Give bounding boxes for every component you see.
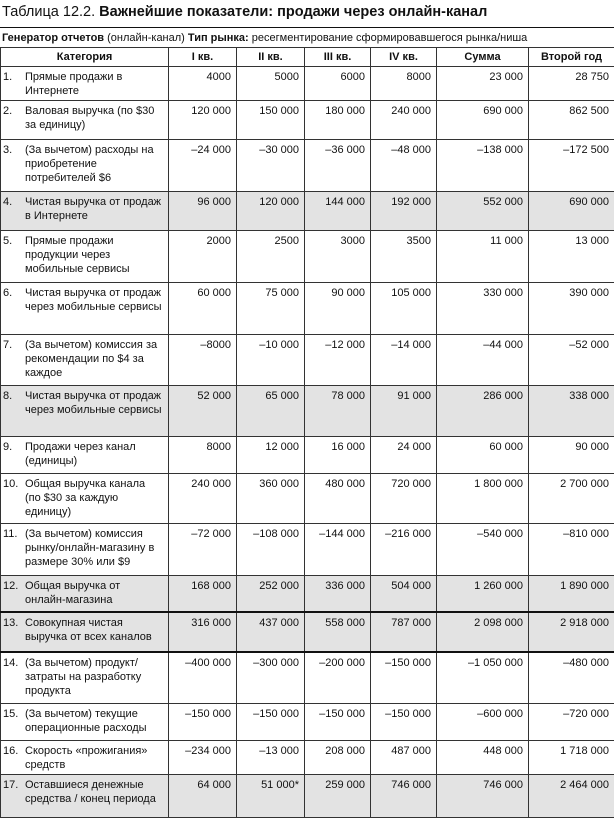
row-number: 8.: [3, 389, 25, 403]
second-year-value: –172 500: [529, 140, 614, 192]
category-label: (За вычетом) комиссия за рекомендации по $4 за каждое: [25, 338, 163, 380]
q2-value: 2500: [237, 231, 305, 283]
q1-value: –150 000: [169, 704, 237, 741]
q2-value: –10 000: [237, 335, 305, 386]
q2-value: 51 000*: [237, 775, 305, 818]
q4-value: 24 000: [371, 437, 437, 474]
row-number: 15.: [3, 707, 25, 721]
table-row: [1, 474, 614, 524]
table-row: [1, 192, 614, 231]
second-year-value: 2 464 000: [529, 775, 614, 818]
sum-value: 330 000: [437, 283, 529, 335]
q1-value: 8000: [169, 437, 237, 474]
q3-value: 336 000: [305, 576, 371, 612]
category-cell: [1, 474, 169, 524]
generator-label: Генератор отчетов: [2, 32, 104, 44]
header-sum: Сумма: [437, 48, 529, 67]
q3-value: 480 000: [305, 474, 371, 524]
row-number: 14.: [3, 656, 25, 670]
category-label: (За вычетом) комиссия рынку/онлайн-магазину в размере 30% или $9: [25, 527, 163, 569]
sum-value: –540 000: [437, 524, 529, 576]
report-meta: [2, 30, 527, 46]
q4-value: 8000: [371, 67, 437, 101]
q1-value: 64 000: [169, 775, 237, 818]
second-year-value: 1 890 000: [529, 576, 614, 612]
generator-value: (онлайн-канал): [107, 32, 185, 44]
q1-value: 4000: [169, 67, 237, 101]
sum-value: 1 260 000: [437, 576, 529, 612]
row-number: 2.: [3, 104, 25, 118]
q3-value: 78 000: [305, 386, 371, 437]
q4-value: –150 000: [371, 704, 437, 741]
table-row: [1, 612, 614, 652]
q2-value: 12 000: [237, 437, 305, 474]
category-label: (За вычетом) расходы на приобретение потребителей $6: [25, 143, 163, 185]
q1-value: 2000: [169, 231, 237, 283]
second-year-value: 862 500: [529, 101, 614, 140]
header-second-year: Второй год: [529, 48, 614, 67]
q3-value: 180 000: [305, 101, 371, 140]
q2-value: –300 000: [237, 652, 305, 704]
q2-value: –13 000: [237, 741, 305, 775]
category-cell: [1, 101, 169, 140]
sum-value: 690 000: [437, 101, 529, 140]
sum-value: 60 000: [437, 437, 529, 474]
category-label: Скорость «прожигания» средств: [25, 744, 163, 772]
q1-value: –400 000: [169, 652, 237, 704]
second-year-value: 338 000: [529, 386, 614, 437]
q2-value: 252 000: [237, 576, 305, 612]
q2-value: 437 000: [237, 612, 305, 652]
q2-value: 360 000: [237, 474, 305, 524]
second-year-value: 13 000: [529, 231, 614, 283]
row-number: 9.: [3, 440, 25, 454]
sum-value: 746 000: [437, 775, 529, 818]
q2-value: 75 000: [237, 283, 305, 335]
q3-value: 208 000: [305, 741, 371, 775]
q4-value: 487 000: [371, 741, 437, 775]
q3-value: 259 000: [305, 775, 371, 818]
q1-value: –72 000: [169, 524, 237, 576]
category-label: Общая выручка от онлайн-магазина: [25, 579, 163, 607]
q4-value: –150 000: [371, 652, 437, 704]
q4-value: 192 000: [371, 192, 437, 231]
second-year-value: 90 000: [529, 437, 614, 474]
q4-value: 105 000: [371, 283, 437, 335]
category-cell: [1, 524, 169, 576]
sum-value: 286 000: [437, 386, 529, 437]
category-label: Чистая выручка от продаж через мобильные сервисы: [25, 389, 163, 417]
category-cell: [1, 192, 169, 231]
second-year-value: –52 000: [529, 335, 614, 386]
row-number: 4.: [3, 195, 25, 209]
category-label: Валовая выручка (по $30 за единицу): [25, 104, 163, 132]
q4-value: 746 000: [371, 775, 437, 818]
sum-value: 448 000: [437, 741, 529, 775]
q1-value: 316 000: [169, 612, 237, 652]
q1-value: 96 000: [169, 192, 237, 231]
row-number: 3.: [3, 143, 25, 157]
q3-value: –36 000: [305, 140, 371, 192]
q4-value: 91 000: [371, 386, 437, 437]
second-year-value: 2 918 000: [529, 612, 614, 652]
q3-value: 3000: [305, 231, 371, 283]
market-label: Тип рынка:: [188, 32, 249, 44]
table-title: [2, 2, 487, 24]
category-label: Прямые продажи продукции через мобильные сервисы: [25, 234, 163, 276]
q1-value: 52 000: [169, 386, 237, 437]
q1-value: –24 000: [169, 140, 237, 192]
sum-value: –138 000: [437, 140, 529, 192]
category-label: Чистая выручка от продаж через мобильные сервисы: [25, 286, 163, 314]
q2-value: 150 000: [237, 101, 305, 140]
category-cell: [1, 741, 169, 775]
row-number: 11.: [3, 527, 25, 541]
sum-value: –44 000: [437, 335, 529, 386]
table-row: [1, 524, 614, 576]
row-number: 6.: [3, 286, 25, 300]
category-label: Оставшиеся денежные средства / конец периода: [25, 778, 163, 806]
sum-value: 2 098 000: [437, 612, 529, 652]
category-cell: [1, 283, 169, 335]
category-cell: [1, 704, 169, 741]
table-header-row: [1, 48, 614, 67]
second-year-value: 390 000: [529, 283, 614, 335]
row-number: 10.: [3, 477, 25, 491]
second-year-value: 28 750: [529, 67, 614, 101]
category-label: (За вычетом) продукт/затраты на разработку продукта: [25, 656, 163, 698]
row-number: 7.: [3, 338, 25, 352]
row-number: 13.: [3, 616, 25, 630]
title-rule: [0, 27, 614, 28]
q3-value: –144 000: [305, 524, 371, 576]
q4-value: –14 000: [371, 335, 437, 386]
q4-value: 787 000: [371, 612, 437, 652]
category-label: (За вычетом) текущие операционные расходы: [25, 707, 163, 735]
table-row: [1, 231, 614, 283]
table-row: [1, 67, 614, 101]
q1-value: 168 000: [169, 576, 237, 612]
row-number: 17.: [3, 778, 25, 792]
category-label: Общая выручка канала (по $30 за каждую единицу): [25, 477, 163, 519]
row-number: 5.: [3, 234, 25, 248]
second-year-value: 2 700 000: [529, 474, 614, 524]
category-cell: [1, 612, 169, 652]
category-cell: [1, 140, 169, 192]
q2-value: 65 000: [237, 386, 305, 437]
category-label: Продажи через канал (единицы): [25, 440, 163, 468]
table-number: Таблица 12.2.: [2, 4, 95, 20]
table-row: [1, 741, 614, 775]
q3-value: –12 000: [305, 335, 371, 386]
sum-value: 1 800 000: [437, 474, 529, 524]
category-cell: [1, 67, 169, 101]
q4-value: 240 000: [371, 101, 437, 140]
q3-value: 90 000: [305, 283, 371, 335]
q1-value: –8000: [169, 335, 237, 386]
header-category: Категория: [1, 48, 169, 67]
header-q4: IV кв.: [371, 48, 437, 67]
table-row: [1, 140, 614, 192]
second-year-value: –480 000: [529, 652, 614, 704]
q3-value: 6000: [305, 67, 371, 101]
sum-value: 552 000: [437, 192, 529, 231]
category-cell: [1, 386, 169, 437]
q3-value: –150 000: [305, 704, 371, 741]
q2-value: –108 000: [237, 524, 305, 576]
q4-value: –48 000: [371, 140, 437, 192]
category-cell: [1, 576, 169, 612]
q1-value: 60 000: [169, 283, 237, 335]
table-row: [1, 704, 614, 741]
q3-value: –200 000: [305, 652, 371, 704]
second-year-value: –810 000: [529, 524, 614, 576]
table-row: [1, 775, 614, 818]
sum-value: –1 050 000: [437, 652, 529, 704]
q1-value: –234 000: [169, 741, 237, 775]
q4-value: 3500: [371, 231, 437, 283]
q3-value: 144 000: [305, 192, 371, 231]
sum-value: 11 000: [437, 231, 529, 283]
q1-value: 240 000: [169, 474, 237, 524]
q1-value: 120 000: [169, 101, 237, 140]
header-q2: II кв.: [237, 48, 305, 67]
table-row: [1, 437, 614, 474]
market-value: ресегментирование сформировавшегося рынка/ниша: [252, 32, 528, 44]
row-number: 1.: [3, 70, 25, 84]
table-row: [1, 576, 614, 612]
table-row: [1, 101, 614, 140]
category-label: Чистая выручка от продаж в Интернете: [25, 195, 163, 223]
category-cell: [1, 437, 169, 474]
kpi-table: [0, 47, 614, 818]
category-cell: [1, 775, 169, 818]
q4-value: –216 000: [371, 524, 437, 576]
table-row: [1, 386, 614, 437]
category-cell: [1, 231, 169, 283]
category-label: Прямые продажи в Интернете: [25, 70, 163, 98]
q3-value: 16 000: [305, 437, 371, 474]
category-cell: [1, 335, 169, 386]
q4-value: 720 000: [371, 474, 437, 524]
row-number: 12.: [3, 579, 25, 593]
q3-value: 558 000: [305, 612, 371, 652]
category-label: Совокупная чистая выручка от всех каналов: [25, 616, 163, 644]
q2-value: –150 000: [237, 704, 305, 741]
category-cell: [1, 652, 169, 704]
sum-value: –600 000: [437, 704, 529, 741]
row-number: 16.: [3, 744, 25, 758]
table-row: [1, 652, 614, 704]
header-q1: I кв.: [169, 48, 237, 67]
q2-value: 5000: [237, 67, 305, 101]
second-year-value: 690 000: [529, 192, 614, 231]
header-q3: III кв.: [305, 48, 371, 67]
q4-value: 504 000: [371, 576, 437, 612]
sum-value: 23 000: [437, 67, 529, 101]
q2-value: 120 000: [237, 192, 305, 231]
table-body: [1, 67, 614, 818]
table-name: Важнейшие показатели: продажи через онлайн-канал: [99, 4, 487, 20]
table-row: [1, 283, 614, 335]
second-year-value: –720 000: [529, 704, 614, 741]
q2-value: –30 000: [237, 140, 305, 192]
second-year-value: 1 718 000: [529, 741, 614, 775]
table-row: [1, 335, 614, 386]
